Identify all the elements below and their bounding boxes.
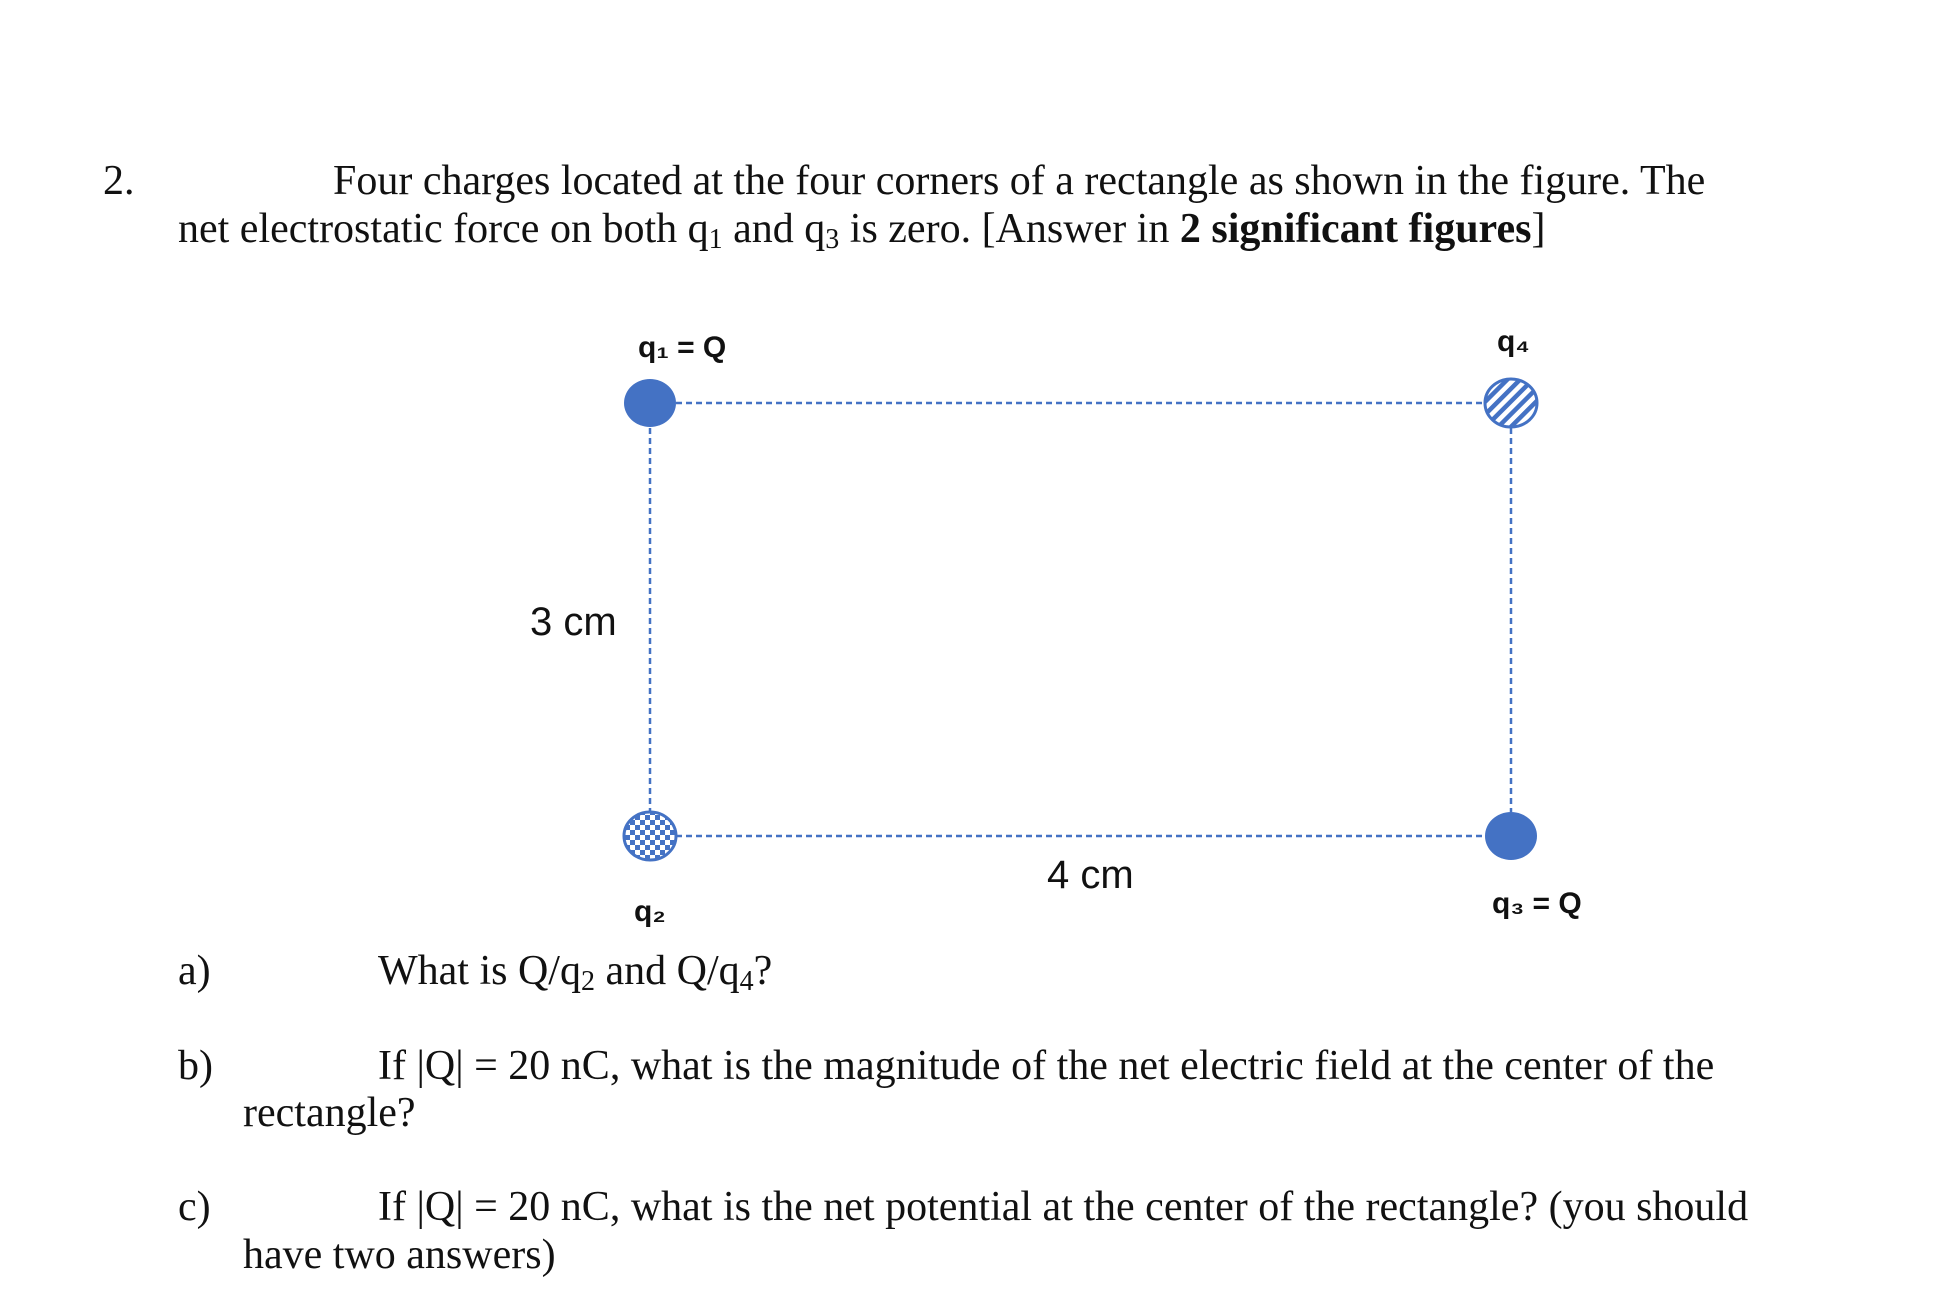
question-b-line1: If |Q| = 20 nC, what is the magnitude of the net electric field at the center of the — [378, 1043, 1715, 1089]
q2-label: q₂ — [634, 895, 666, 928]
intro-bold-sig-figs: 2 significant figures — [1179, 206, 1532, 252]
charge-q1-circle — [624, 379, 676, 427]
vertical-side-length-label: 3 cm — [530, 600, 617, 644]
charge-q3-circle — [1485, 812, 1537, 860]
horizontal-side-length-label: 4 cm — [1047, 853, 1134, 897]
charge-q4-circle — [1485, 379, 1537, 427]
question-a-letter: a) — [178, 948, 211, 994]
intro-text-c: is zero. [Answer in — [839, 206, 1180, 252]
question-b-line2: rectangle? — [243, 1090, 416, 1136]
q1-label: q₁ = Q — [638, 331, 727, 364]
q4-label: q₄ — [1497, 325, 1530, 358]
question-c-line2: have two answers) — [243, 1232, 556, 1278]
intro-sub-q3: 3 — [825, 224, 840, 255]
question-c-line1: If |Q| = 20 nC, what is the net potential at the center of the rectangle? (you should — [378, 1184, 1749, 1230]
question-a-sub-q4: 4 — [739, 966, 754, 997]
problem-intro-line1: Four charges located at the four corners of a rectangle as shown in the figure. The — [333, 158, 1706, 204]
question-a-text-a: What is Q/q — [378, 948, 581, 994]
question-a-text-b: and Q/q — [594, 948, 740, 994]
q3-label: q₃ = Q — [1492, 887, 1582, 920]
question-a-text-c: ? — [753, 948, 773, 994]
intro-text-b: and q — [722, 206, 826, 252]
question-a-sub-q2: 2 — [580, 966, 595, 997]
intro-sub-q1: 1 — [708, 224, 723, 255]
question-a-text — [378, 946, 772, 1007]
charge-q2-circle — [624, 812, 676, 860]
question-b-letter: b) — [178, 1043, 213, 1089]
question-c-letter: c) — [178, 1184, 211, 1230]
intro-text-a: net electrostatic force on both q — [178, 206, 709, 252]
intro-text-d: ] — [1531, 206, 1546, 252]
problem-number: 2. — [103, 158, 135, 204]
